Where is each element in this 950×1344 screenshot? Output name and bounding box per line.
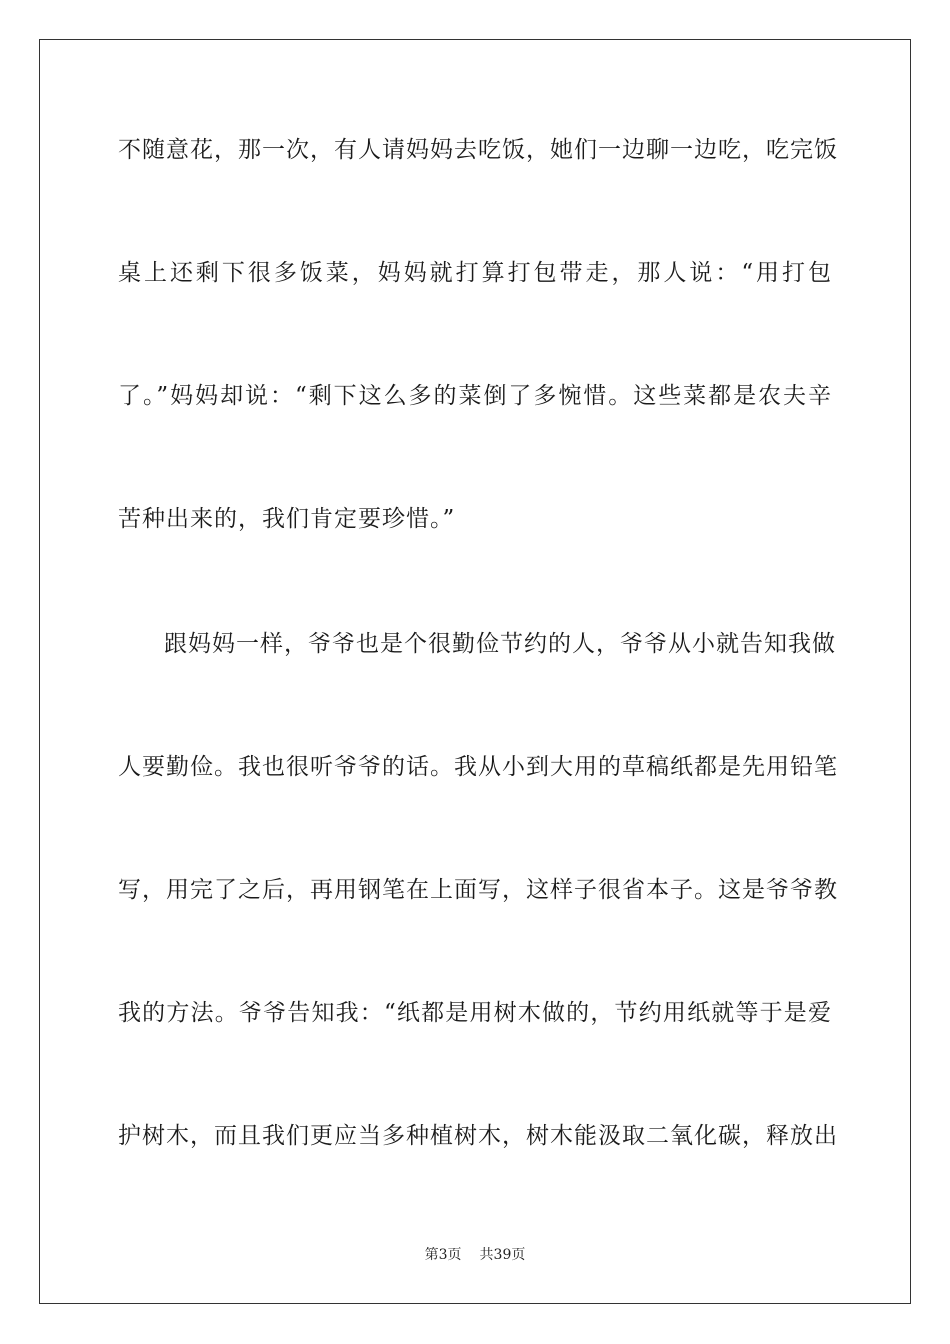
paragraph-line-1: 不随意花，那一次，有人请妈妈去吃饭，她们一边聊一边吃，吃完饭 <box>118 137 838 163</box>
page-footer <box>0 1246 950 1264</box>
paragraph-line-6: 人要勤俭。我也很听爷爷的话。我从小到大用的草稿纸都是先用铅笔 <box>118 754 838 780</box>
paragraph-line-9: 护树木，而且我们更应当多种植树木，树木能汲取二氧化碳，释放出 <box>118 1123 838 1149</box>
paragraph-line-8: 我的方法。爷爷告知我：“纸都是用树木做的，节约用纸就等于是爱 <box>118 1000 832 1026</box>
page-number: 第3页 <box>424 1247 462 1263</box>
paragraph-line-4: 苦种出来的，我们肯定要珍惜。” <box>118 506 456 532</box>
paragraph-line-7: 写，用完了之后，再用钢笔在上面写，这样子很省本子。这是爷爷教 <box>118 877 838 903</box>
paragraph-line-5: 跟妈妈一样，爷爷也是个很勤俭节约的人，爷爷从小就告知我做 <box>164 631 836 657</box>
page-border <box>39 39 911 1304</box>
paragraph-line-3: 了。”妈妈却说：“剩下这么多的菜倒了多惋惜。这些菜都是农夫辛 <box>118 383 832 409</box>
paragraph-line-2: 桌上还剩下很多饭菜，妈妈就打算打包带走，那人说：“用打包 <box>118 260 832 286</box>
page-total: 共39页 <box>479 1247 526 1263</box>
